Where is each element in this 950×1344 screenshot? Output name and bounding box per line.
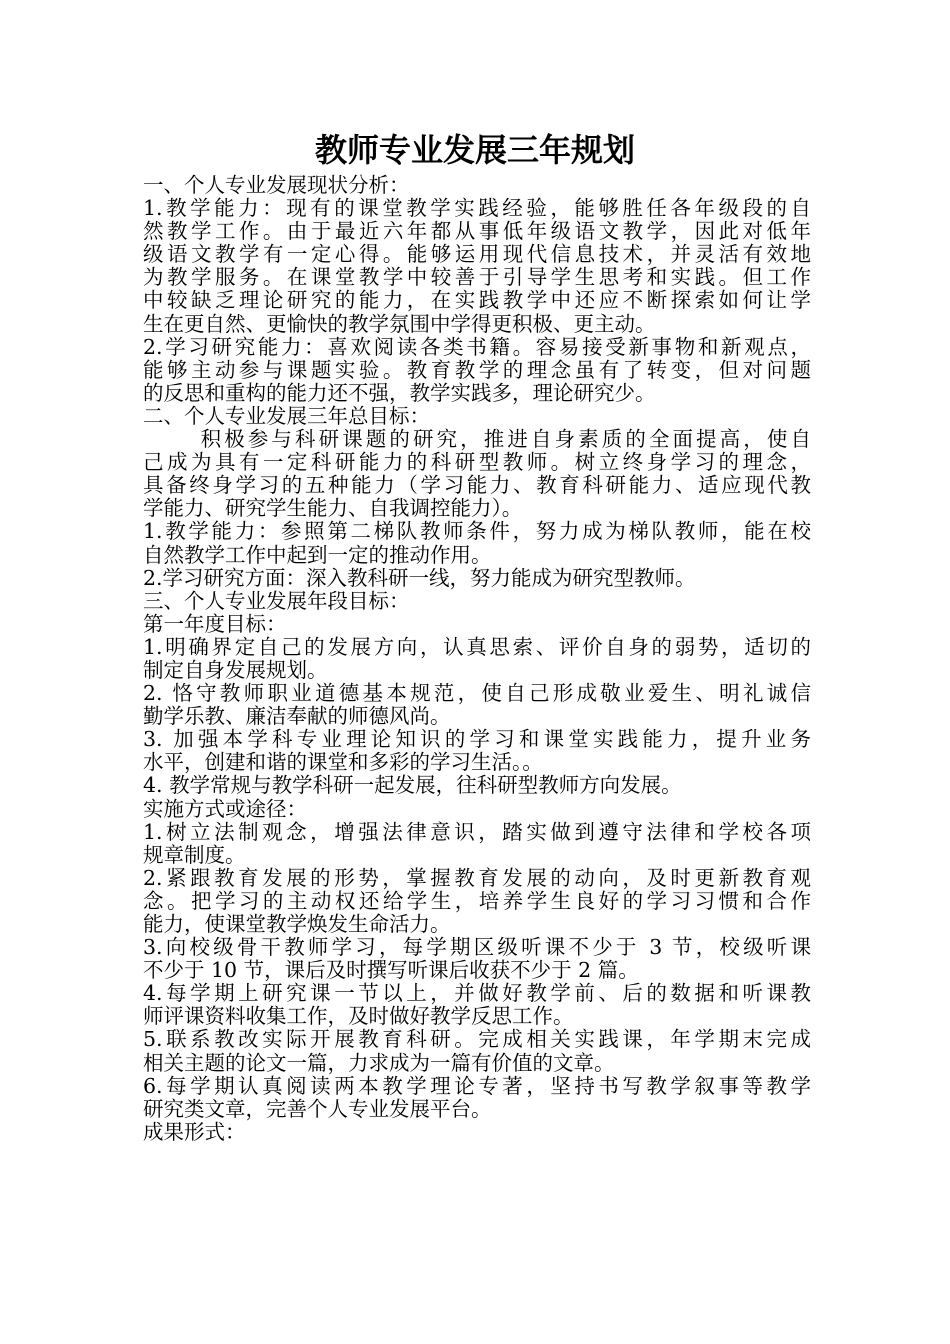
text-line: 中较缺乏理论研究的能力，在实践教学中还应不断探索如何让学 [143, 289, 811, 313]
text-line: 一、个人专业发展现状分析： [143, 174, 410, 197]
text-line: 2.学习研究能力：喜欢阅读各类书籍。容易接受新事物和新观点， [143, 335, 811, 359]
text-line: 4.每学期上研究课一节以上，并做好教学前、后的数据和听课教 [143, 982, 811, 1006]
text-line: 研究类文章，完善个人专业发展平台。 [143, 1097, 492, 1121]
text-line: 积极参与科研课题的研究，推进自身素质的全面提高，使自 [143, 428, 811, 452]
document-body [143, 174, 811, 1144]
text-line: 5.联系教改实际开展教育科研。完成相关实践课，年学期末完成 [143, 1028, 811, 1052]
text-line: 的反思和重构的能力还不强，教学实践多，理论研究少。 [143, 381, 656, 405]
text-line: 生在更自然、更愉快的教学氛围中学得更积极、更主动。 [143, 312, 656, 336]
text-line: 能力，使课堂教学焕发生命活力。 [143, 913, 451, 936]
document-title: 教师专业发展三年规划 [314, 131, 635, 169]
text-line: 为教学服务。在课堂教学中较善于引导学生思考和实践。但工作 [143, 266, 811, 290]
text-line: 4. 教学常规与教学科研一起发展，往科研型教师方向发展。 [143, 774, 682, 798]
text-line: 不少于 10 节，课后及时撰写听课后收获不少于 2 篇。 [143, 959, 639, 983]
text-line: 念。把学习的主动权还给学生，培养学生良好的学习习惯和合作 [143, 889, 811, 913]
text-line: 2.学习研究方面：深入教科研一线，努力能成为研究型教师。 [143, 566, 696, 590]
text-line: 二、个人专业发展三年总目标： [143, 404, 430, 428]
text-line: 成果形式： [143, 1120, 246, 1144]
text-line: 3.向校级骨干教师学习，每学期区级听课不少于 3 节，校级听课 [143, 936, 811, 960]
text-line: 学能力、研究学生能力、自我调控能力）。 [143, 497, 523, 521]
text-line: 制定自身发展规划。 [143, 658, 328, 682]
text-line: 规章制度。 [143, 843, 246, 867]
text-line: 1.明确界定自己的发展方向，认真思索、评价自身的弱势，适切的 [143, 635, 811, 659]
text-line: 3. 加强本学科专业理论知识的学习和课堂实践能力，提升业务 [143, 728, 811, 752]
text-line: 6.每学期认真阅读两本教学理论专著，坚持书写教学叙事等教学 [143, 1074, 811, 1098]
text-line: 第一年度目标： [143, 612, 287, 636]
text-line: 水平，创建和谐的课堂和多彩的学习生活。。 [143, 751, 543, 775]
text-line: 勤学乐教、廉洁奉献的师德风尚。 [143, 705, 451, 729]
text-line: 具备终身学习的五种能力（学习能力、教育科研能力、适应现代教 [143, 474, 811, 498]
text-line: 然教学工作。由于最近六年都从事低年级语文教学，因此对低年 [143, 220, 811, 244]
text-line: 1.教学能力：参照第二梯队教师条件，努力成为梯队教师，能在校 [143, 520, 811, 544]
text-line: 2. 恪守教师职业道德基本规范，使自己形成敬业爱生、明礼诚信 [143, 682, 811, 706]
text-line: 1.教学能力：现有的课堂教学实践经验，能够胜任各年级段的自 [143, 197, 811, 221]
text-line: 相关主题的论文一篇，力求成为一篇有价值的文章。 [143, 1051, 615, 1075]
text-line: 能够主动参与课题实验。教育教学的理念虽有了转变，但对问题 [143, 358, 811, 382]
text-line: 2.紧跟教育发展的形势，掌握教育发展的动向，及时更新教育观 [143, 866, 811, 890]
text-line: 自然教学工作中起到一定的推动作用。 [143, 543, 492, 567]
text-line: 1.树立法制观念，增强法律意识，踏实做到遵守法律和学校各项 [143, 820, 811, 844]
text-line: 级语文教学有一定心得。能够运用现代信息技术，并灵活有效地 [143, 243, 811, 267]
text-line: 三、个人专业发展年段目标： [143, 589, 410, 613]
text-line: 实施方式或途径： [143, 797, 307, 821]
text-line: 师评课资料收集工作，及时做好教学反思工作。 [143, 1005, 574, 1029]
text-line: 己成为具有一定科研能力的科研型教师。树立终身学习的理念， [143, 451, 811, 475]
